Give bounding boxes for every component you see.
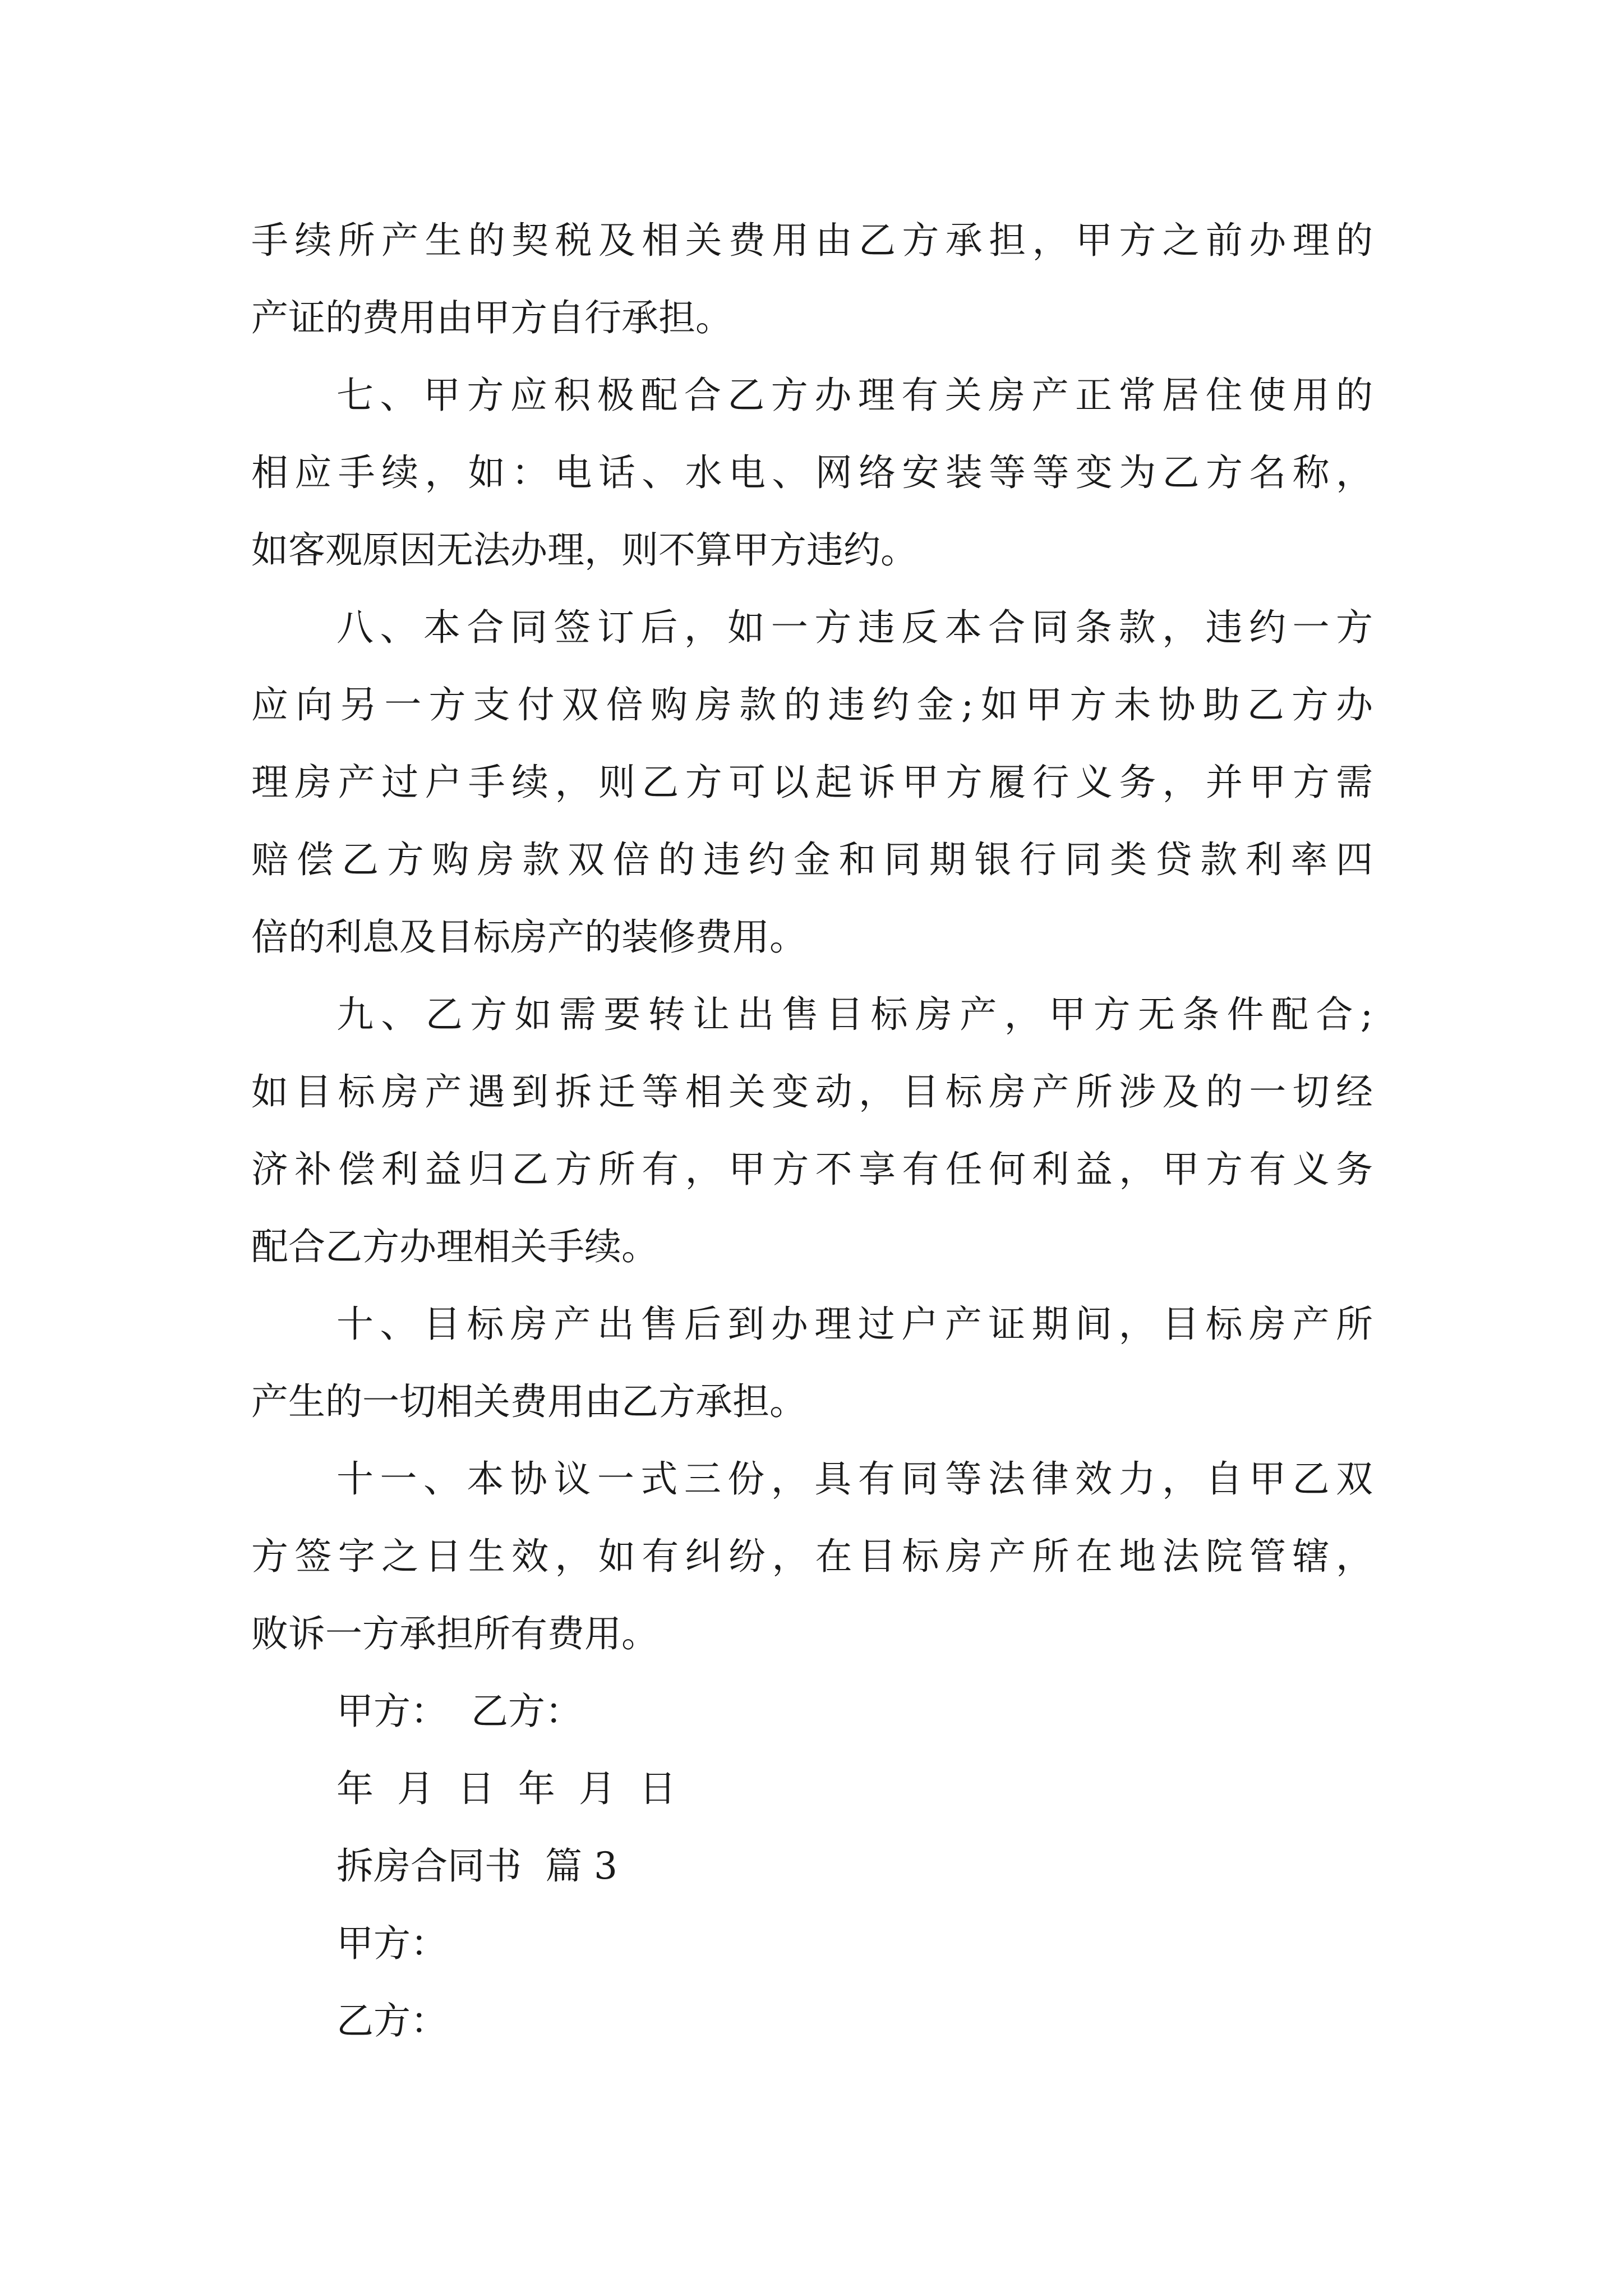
text-line: 如客观原因无法办理，则不算甲方违约。 — [251, 528, 917, 572]
text-line: 如目标房产遇到拆迁等相关变动，目标房产所涉及的一切经 — [251, 1070, 1373, 1114]
signature-date-line: 年 月 日 年 月 日 — [336, 1767, 676, 1810]
text-line: 理房产过户手续，则乙方可以起诉甲方履行义务，并甲方需 — [251, 761, 1373, 804]
text-line: 倍的利息及目标房产的装修费用。 — [251, 915, 806, 959]
text-line: 产证的费用由甲方自行承担。 — [251, 296, 732, 339]
text-line: 应向另一方支付双倍购房款的违约金;如甲方未协助乙方办 — [251, 683, 1373, 726]
text-line: 济补偿利益归乙方所有，甲方不享有任何利益，甲方有义务 — [251, 1148, 1373, 1191]
party-b-label: 乙方： — [336, 1999, 448, 2042]
party-a-label: 甲方： — [336, 1922, 448, 1965]
text-line: 手续所产生的契税及相关费用由乙方承担，甲方之前办理的 — [251, 219, 1373, 262]
text-line: 配合乙方办理相关手续。 — [251, 1225, 658, 1268]
clause-11-line: 十一、本协议一式三份，具有同等法律效力，自甲乙双 — [336, 1457, 1373, 1501]
text-line: 赔偿乙方购房款双倍的违约金和同期银行同类贷款利率四 — [251, 838, 1373, 881]
text-line: 相应手续，如：电话、水电、网络安装等等变为乙方名称， — [251, 451, 1373, 494]
signature-parties-line: 甲方： 乙方： — [336, 1690, 582, 1733]
text-line: 产生的一切相关费用由乙方承担。 — [251, 1380, 806, 1423]
clause-10-line: 十、目标房产出售后到办理过户产证期间，目标房产所 — [336, 1303, 1373, 1346]
clause-8-line: 八、本合同签订后，如一方违反本合同条款，违约一方 — [336, 606, 1373, 649]
section-heading: 拆房合同书 篇 3 — [336, 1844, 617, 1888]
clause-9-line: 九、乙方如需要转让出售目标房产，甲方无条件配合; — [336, 993, 1373, 1036]
text-line: 方签字之日生效，如有纠纷，在目标房产所在地法院管辖， — [251, 1535, 1373, 1578]
clause-7-line: 七、甲方应积极配合乙方办理有关房产正常居住使用的 — [336, 374, 1373, 417]
text-line: 败诉一方承担所有费用。 — [251, 1612, 658, 1655]
